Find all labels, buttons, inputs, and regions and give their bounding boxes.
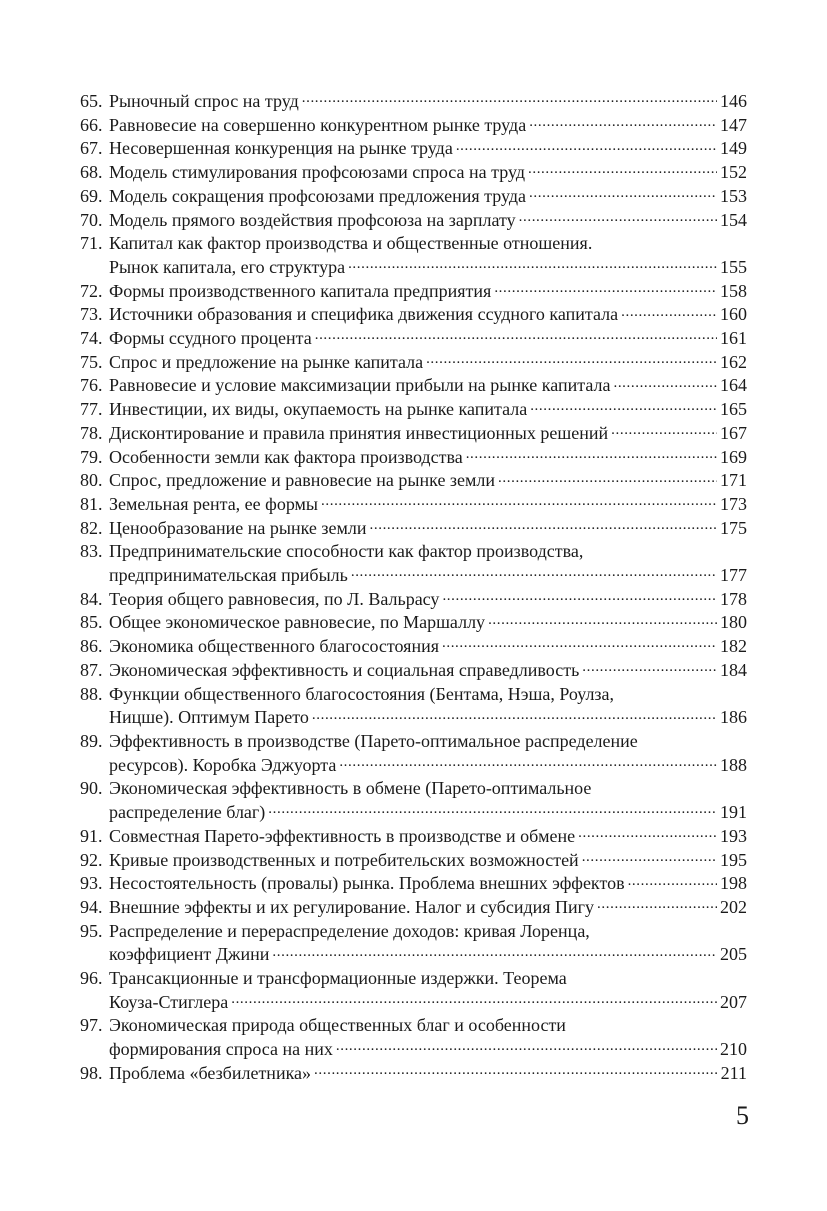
dot-leader bbox=[336, 1041, 717, 1055]
toc-entry bbox=[80, 232, 747, 279]
toc-entry-line bbox=[80, 611, 747, 635]
toc-entry-title: Модель сокращения профсоюзами предложения труда bbox=[109, 185, 527, 206]
toc-entry bbox=[80, 588, 747, 612]
toc-entry-page: 184 bbox=[720, 659, 747, 680]
toc-entry bbox=[80, 422, 747, 446]
toc-entry bbox=[80, 469, 747, 493]
dot-leader bbox=[494, 283, 717, 297]
toc-entry-title: Трансакционные и трансформационные издержки. Теорема bbox=[109, 968, 567, 989]
toc-entry-title: Инвестиции, их виды, окупаемость на рынке капитала bbox=[109, 399, 528, 420]
toc-entry-number: 70. bbox=[80, 209, 103, 230]
toc-entry-line bbox=[80, 90, 747, 114]
toc-entry-page: 173 bbox=[720, 493, 747, 514]
toc-entry-line bbox=[80, 635, 747, 659]
toc-entry bbox=[80, 327, 747, 351]
toc-entry-title: Несостоятельность (провалы) рынка. Проблема внешних эффектов bbox=[109, 873, 625, 894]
toc-entry-line bbox=[80, 896, 747, 920]
toc-entry bbox=[80, 920, 747, 967]
toc-entry bbox=[80, 209, 747, 233]
toc-entry-page: 153 bbox=[720, 185, 747, 206]
toc-entry-title: Эффективность в производстве (Парето-оптимальное распределение bbox=[109, 730, 638, 751]
dot-leader bbox=[597, 899, 717, 913]
toc-entry-line bbox=[80, 1014, 747, 1038]
toc-entry bbox=[80, 825, 747, 849]
toc-entry-number: 68. bbox=[80, 162, 103, 183]
toc-entry-title: Проблема «безбилетника» bbox=[109, 1062, 312, 1083]
toc-entry-number: 97. bbox=[80, 1015, 103, 1036]
toc-entry-title: Функции общественного благосостояния (Бентама, Нэша, Роулза, bbox=[109, 683, 615, 704]
toc-entry-line bbox=[80, 446, 747, 470]
toc-entry bbox=[80, 374, 747, 398]
toc-entry-number: 78. bbox=[80, 422, 103, 443]
toc-entry-title: Рынок капитала, его структура bbox=[109, 256, 346, 277]
toc-entry-line bbox=[80, 185, 747, 209]
dot-leader bbox=[466, 449, 717, 463]
dot-leader bbox=[321, 496, 717, 510]
dot-leader bbox=[314, 1065, 718, 1079]
toc-entry bbox=[80, 683, 747, 730]
toc-entry bbox=[80, 351, 747, 375]
dot-leader bbox=[348, 259, 717, 273]
toc-entry-title: Источники образования и специфика движения ссудного капитала bbox=[109, 304, 619, 325]
toc-entry-number: 77. bbox=[80, 399, 103, 420]
toc-entry bbox=[80, 303, 747, 327]
toc-entry-page: 171 bbox=[720, 470, 747, 491]
toc-entry-title: коэффициент Джини bbox=[109, 944, 270, 965]
dot-leader bbox=[312, 709, 717, 723]
toc-entry bbox=[80, 493, 747, 517]
toc-entry-title: Общее экономическое равновесие, по Маршаллу bbox=[109, 612, 486, 633]
toc-entry-page: 147 bbox=[720, 114, 747, 135]
toc-entry-title: Особенности земли как фактора производства bbox=[109, 446, 463, 467]
toc-entry-number: 89. bbox=[80, 730, 103, 751]
toc-entry-number: 80. bbox=[80, 470, 103, 491]
toc-entry bbox=[80, 635, 747, 659]
dot-leader bbox=[529, 117, 717, 131]
toc-entry-page: 175 bbox=[720, 517, 747, 538]
toc-entry-line bbox=[80, 683, 747, 707]
toc-entry bbox=[80, 540, 747, 587]
toc-entry-page: 198 bbox=[720, 873, 747, 894]
toc-entry-title: Предпринимательские способности как фактор производства, bbox=[109, 541, 584, 562]
toc-entry-line bbox=[80, 256, 747, 280]
toc-entry-line bbox=[80, 801, 747, 825]
dot-leader bbox=[530, 401, 717, 415]
toc-entry bbox=[80, 185, 747, 209]
toc-entry-line bbox=[80, 1038, 747, 1062]
toc-entry-page: 195 bbox=[720, 849, 747, 870]
toc-entry-title: Спрос, предложение и равновесие на рынке земли bbox=[109, 470, 496, 491]
toc-entry-line bbox=[80, 517, 747, 541]
toc-entry bbox=[80, 280, 747, 304]
toc-entry-number: 75. bbox=[80, 351, 103, 372]
toc-entry-page: 182 bbox=[720, 636, 747, 657]
toc-entry-number: 82. bbox=[80, 517, 103, 538]
dot-leader bbox=[621, 306, 717, 320]
toc-entry-line bbox=[80, 564, 747, 588]
toc-entry-title: предпринимательская прибыль bbox=[109, 565, 348, 586]
toc-entry bbox=[80, 90, 747, 114]
toc-entry-title: Земельная рента, ее формы bbox=[109, 493, 319, 514]
toc-entry-number: 84. bbox=[80, 588, 103, 609]
dot-leader bbox=[442, 638, 717, 652]
toc-entry-number: 96. bbox=[80, 968, 103, 989]
toc-entry-line bbox=[80, 209, 747, 233]
toc-entry-line bbox=[80, 137, 747, 161]
toc-entry-line bbox=[80, 1062, 747, 1086]
toc-entry-number: 88. bbox=[80, 683, 103, 704]
toc-entry-line bbox=[80, 398, 747, 422]
toc-entry-page: 193 bbox=[720, 825, 747, 846]
toc-entry-title: Коуза-Стиглера bbox=[109, 991, 229, 1012]
toc-entry bbox=[80, 1062, 747, 1086]
toc-entry-page: 158 bbox=[720, 280, 747, 301]
toc-entry-title: Совместная Парето-эффективность в производстве и обмене bbox=[109, 825, 576, 846]
toc-entry-number: 67. bbox=[80, 138, 103, 159]
toc-entry-title: Равновесие на совершенно конкурентном рынке труда bbox=[109, 114, 527, 135]
toc-entry bbox=[80, 659, 747, 683]
toc-entry bbox=[80, 611, 747, 635]
dot-leader bbox=[268, 804, 717, 818]
dot-leader bbox=[339, 757, 717, 771]
toc-entry-number: 66. bbox=[80, 114, 103, 135]
toc-entry-line bbox=[80, 588, 747, 612]
toc-entry-line bbox=[80, 232, 747, 256]
dot-leader bbox=[302, 93, 717, 107]
toc-entry-line bbox=[80, 849, 747, 873]
dot-leader bbox=[613, 377, 717, 391]
page-number: 5 bbox=[736, 1101, 749, 1130]
toc-entry-line bbox=[80, 706, 747, 730]
dot-leader bbox=[578, 828, 717, 842]
toc-entry-page: 180 bbox=[720, 612, 747, 633]
toc-entry-number: 74. bbox=[80, 328, 103, 349]
toc-entry bbox=[80, 849, 747, 873]
toc-entry-number: 85. bbox=[80, 612, 103, 633]
toc-entry-title: Рыночный спрос на труд bbox=[109, 91, 299, 111]
toc-entry-page: 169 bbox=[720, 446, 747, 467]
toc-entry bbox=[80, 517, 747, 541]
toc-entry-title: распределение благ) bbox=[109, 802, 266, 823]
toc-entry-line bbox=[80, 351, 747, 375]
toc-entry-number: 69. bbox=[80, 185, 103, 206]
toc-entry-number: 71. bbox=[80, 233, 103, 254]
toc-entry-number: 87. bbox=[80, 659, 103, 680]
toc-entry-page: 155 bbox=[720, 256, 747, 277]
toc-entry-title: ресурсов). Коробка Эджуорта bbox=[109, 754, 337, 775]
toc-entry-line bbox=[80, 161, 747, 185]
toc-entry-number: 93. bbox=[80, 873, 103, 894]
toc-entry-line bbox=[80, 469, 747, 493]
toc-entry-title: Экономика общественного благосостояния bbox=[109, 636, 439, 657]
toc-entry bbox=[80, 730, 747, 777]
toc-entry-number: 98. bbox=[80, 1062, 103, 1083]
toc-entry-title: Экономическая природа общественных благ и особенности bbox=[109, 1015, 566, 1036]
toc-entry bbox=[80, 967, 747, 1014]
dot-leader bbox=[498, 472, 717, 486]
toc-entry-page: 210 bbox=[720, 1039, 747, 1060]
toc-entry-page: 211 bbox=[720, 1062, 747, 1083]
toc-entry-page: 205 bbox=[720, 944, 747, 965]
toc-entry-title: Несовершенная конкуренция на рынке труда bbox=[109, 138, 453, 159]
toc-entry-page: 160 bbox=[720, 304, 747, 325]
toc-entry-title: Ценообразование на рынке земли bbox=[109, 517, 367, 538]
toc-entry-number: 65. bbox=[80, 91, 103, 111]
toc-entry-title: Формы ссудного процента bbox=[109, 328, 312, 349]
toc-entry-number: 91. bbox=[80, 825, 103, 846]
toc-entry-line bbox=[80, 114, 747, 138]
toc-entry-number: 79. bbox=[80, 446, 103, 467]
dot-leader bbox=[315, 330, 717, 344]
toc-entry bbox=[80, 1014, 747, 1061]
toc-entry-title: Капитал как фактор производства и общественные отношения. bbox=[109, 233, 593, 254]
toc-entry-title: Распределение и перераспределение доходов: кривая Лоренца, bbox=[109, 920, 590, 941]
toc-entry-line bbox=[80, 825, 747, 849]
toc-entry-page: 149 bbox=[720, 138, 747, 159]
toc-entry-line bbox=[80, 374, 747, 398]
toc-entry bbox=[80, 777, 747, 824]
toc-entry-line bbox=[80, 872, 747, 896]
toc-entry-title: Модель стимулирования профсоюзами спроса на труд bbox=[109, 162, 525, 183]
toc-entry-line bbox=[80, 730, 747, 754]
toc-entry-number: 76. bbox=[80, 375, 103, 396]
toc-entry-number: 72. bbox=[80, 280, 103, 301]
toc-entry-number: 81. bbox=[80, 493, 103, 514]
toc-entry-title: Дисконтирование и правила принятия инвестиционных решений bbox=[109, 422, 609, 443]
dot-leader bbox=[488, 614, 717, 628]
toc-entry-page: 167 bbox=[720, 422, 747, 443]
toc-entry-line bbox=[80, 540, 747, 564]
toc-entry-line bbox=[80, 943, 747, 967]
dot-leader bbox=[272, 946, 717, 960]
toc-entry-page: 178 bbox=[720, 588, 747, 609]
toc-entry-line bbox=[80, 754, 747, 778]
toc-entry-page: 186 bbox=[720, 707, 747, 728]
toc-entry-title: Внешние эффекты и их регулирование. Налог и субсидия Пигу bbox=[109, 896, 595, 917]
toc-entry-page: 188 bbox=[720, 754, 747, 775]
toc-entry-number: 94. bbox=[80, 896, 103, 917]
dot-leader bbox=[519, 212, 717, 226]
toc-entry-title: Формы производственного капитала предприятия bbox=[109, 280, 492, 301]
toc-entry bbox=[80, 114, 747, 138]
dot-leader bbox=[370, 520, 717, 534]
toc-entry-page: 177 bbox=[720, 565, 747, 586]
toc-entry bbox=[80, 398, 747, 422]
dot-leader bbox=[582, 852, 717, 866]
dot-leader bbox=[611, 425, 717, 439]
toc-entry-title: Экономическая эффективность и социальная справедливость bbox=[109, 659, 580, 680]
toc-entry-title: Равновесие и условие максимизации прибыли на рынке капитала bbox=[109, 375, 611, 396]
toc-entry-title: Теория общего равновесия, по Л. Вальрасу bbox=[109, 588, 440, 609]
toc-entry-page: 152 bbox=[720, 162, 747, 183]
toc-entry-title: формирования спроса на них bbox=[109, 1039, 333, 1060]
toc-entry-page: 161 bbox=[720, 328, 747, 349]
toc-entry-page: 162 bbox=[720, 351, 747, 372]
toc-entry-line bbox=[80, 422, 747, 446]
dot-leader bbox=[529, 188, 717, 202]
dot-leader bbox=[456, 140, 717, 154]
toc-entry-title: Ницше). Оптимум Парето bbox=[109, 707, 309, 728]
toc-entry-line bbox=[80, 967, 747, 991]
toc-entry-page: 202 bbox=[720, 896, 747, 917]
toc-entry-number: 86. bbox=[80, 636, 103, 657]
dot-leader bbox=[582, 662, 717, 676]
toc-entry-line bbox=[80, 920, 747, 944]
toc-entry-title: Спрос и предложение на рынке капитала bbox=[109, 351, 424, 372]
toc-entry-number: 73. bbox=[80, 304, 103, 325]
toc-entry bbox=[80, 872, 747, 896]
toc-entry-line bbox=[80, 280, 747, 304]
toc-entry-number: 90. bbox=[80, 778, 103, 799]
toc-entry-line bbox=[80, 493, 747, 517]
table-of-contents bbox=[80, 90, 747, 1086]
dot-leader bbox=[528, 164, 717, 178]
toc-entry bbox=[80, 446, 747, 470]
toc-entry bbox=[80, 896, 747, 920]
toc-entry bbox=[80, 161, 747, 185]
toc-entry bbox=[80, 137, 747, 161]
dot-leader bbox=[442, 591, 717, 605]
toc-entry-page: 207 bbox=[720, 991, 747, 1012]
toc-entry-page: 191 bbox=[720, 802, 747, 823]
toc-entry-line bbox=[80, 991, 747, 1015]
toc-entry-number: 95. bbox=[80, 920, 103, 941]
toc-entry-title: Модель прямого воздействия профсоюза на зарплату bbox=[109, 209, 516, 230]
toc-entry-line bbox=[80, 659, 747, 683]
toc-entry-title: Экономическая эффективность в обмене (Парето-оптимальное bbox=[109, 778, 592, 799]
toc-entry-number: 83. bbox=[80, 541, 103, 562]
dot-leader bbox=[426, 354, 717, 368]
toc-entry-line bbox=[80, 777, 747, 801]
toc-entry-page: 154 bbox=[720, 209, 747, 230]
toc-entry-page: 164 bbox=[720, 375, 747, 396]
dot-leader bbox=[628, 875, 717, 889]
toc-entry-title: Кривые производственных и потребительских возможностей bbox=[109, 849, 579, 870]
dot-leader bbox=[231, 994, 717, 1008]
toc-entry-page: 146 bbox=[720, 91, 747, 111]
toc-entry-line bbox=[80, 303, 747, 327]
toc-entry-page: 165 bbox=[720, 399, 747, 420]
dot-leader bbox=[351, 567, 717, 581]
toc-entry-number: 92. bbox=[80, 849, 103, 870]
toc-entry-line bbox=[80, 327, 747, 351]
